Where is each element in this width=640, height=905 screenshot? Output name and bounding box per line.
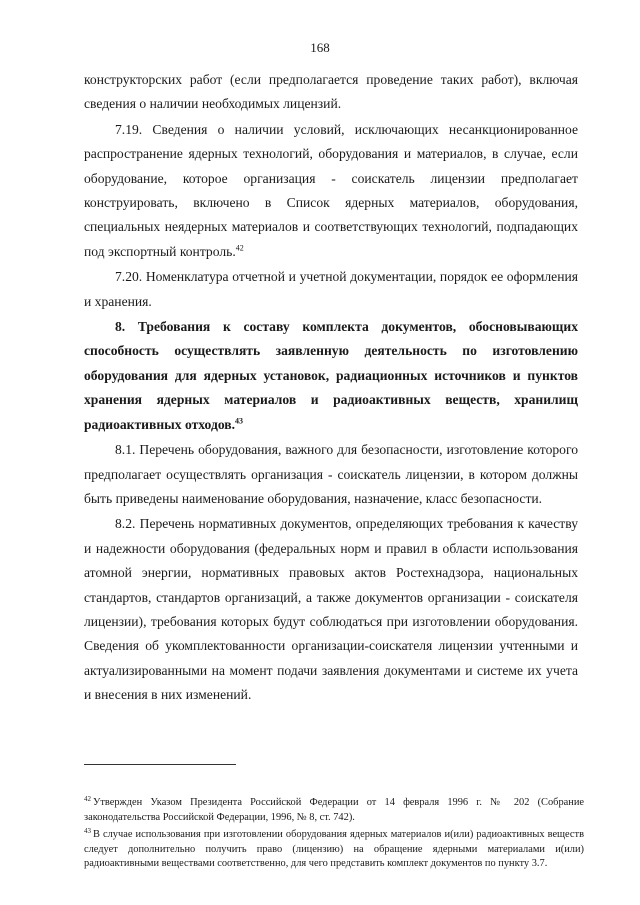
footnote-42 <box>84 796 584 825</box>
paragraph-text: 7.20. Номенклатура отчетной и учетной документации, порядок ее оформления и хранения. <box>84 269 578 309</box>
paragraph-7-19 <box>84 118 578 264</box>
paragraph-text: конструкторских работ (если предполагается проведение таких работ), включая сведения о наличии необходимых лицензий. <box>84 72 578 112</box>
footnote-mark: 43 <box>84 826 91 835</box>
paragraph-text: 8.1. Перечень оборудования, важного для безопасности, изготовление которого предполагает осуществлять организация - соискатель лицензии, в котором должны быть приведены наименование оборудования, назначение, класс безопасности. <box>84 442 578 506</box>
footnote-ref-42[interactable]: 42 <box>235 243 244 253</box>
main-text <box>84 68 578 708</box>
paragraph-8-2 <box>84 512 578 707</box>
paragraph-text: 7.19. Сведения о наличии условий, исключающих несанкционированное распространение ядерных технологий, оборудования и материалов, в случае, если оборудование, которое организация - соискатель лицензии предполагает конструировать, включено в Список ядерных материалов, оборудования, специальных неядерных материалов и соответствующих технологий, подпадающих под экспортный контроль. <box>84 121 578 259</box>
footnote-text: В случае использования при изготовлении оборудования ядерных материалов и(или) радиоактивных веществ следует дополнительно получить право (лицензию) на обращение ядерными материалами и(или) радиоактивными веществами соответственно, для чего представить комплект документов по пункту 3.7. <box>84 829 584 870</box>
paragraph-continuation <box>84 68 578 117</box>
footnote-mark: 42 <box>84 794 91 803</box>
footnote-ref-43[interactable]: 43 <box>235 416 244 426</box>
footnote-text: Утвержден Указом Президента Российской Федерации от 14 февраля 1996 г. № 202 (Собрание законодательства Российской Федерации, 1996, № 8, ст. 742). <box>84 797 584 823</box>
section-heading-text: 8. Требования к составу комплекта документов, обосновывающих способность осуществлять заявленную деятельность по изготовлению оборудования для ядерных установок, радиационных источников и пунктов хранения ядерных материалов и радиоактивных веществ, хранилищ радиоактивных отходов. <box>84 319 578 432</box>
footnote-43 <box>84 828 584 872</box>
paragraph-8-1 <box>84 438 578 511</box>
page-number: 168 <box>310 40 330 55</box>
footnotes <box>84 796 584 875</box>
paragraph-7-20 <box>84 265 578 314</box>
section-8-heading <box>84 315 578 437</box>
paragraph-text: 8.2. Перечень нормативных документов, определяющих требования к качеству и надежности оборудования (федеральных норм и правил в области использования атомной энергии, нормативных правовых актов Ростехнадзора, национальных стандартов, стандартов организаций, а также документов организации - соискателя лицензии), требования которых будут соблюдаться при изготовлении оборудования. Сведения об укомплектованности организации-соискателя лицензии учтенными и актуализированными на момент подачи заявления документами и системе их учета и внесения в них изменений. <box>84 516 578 703</box>
footnote-separator <box>84 764 236 765</box>
